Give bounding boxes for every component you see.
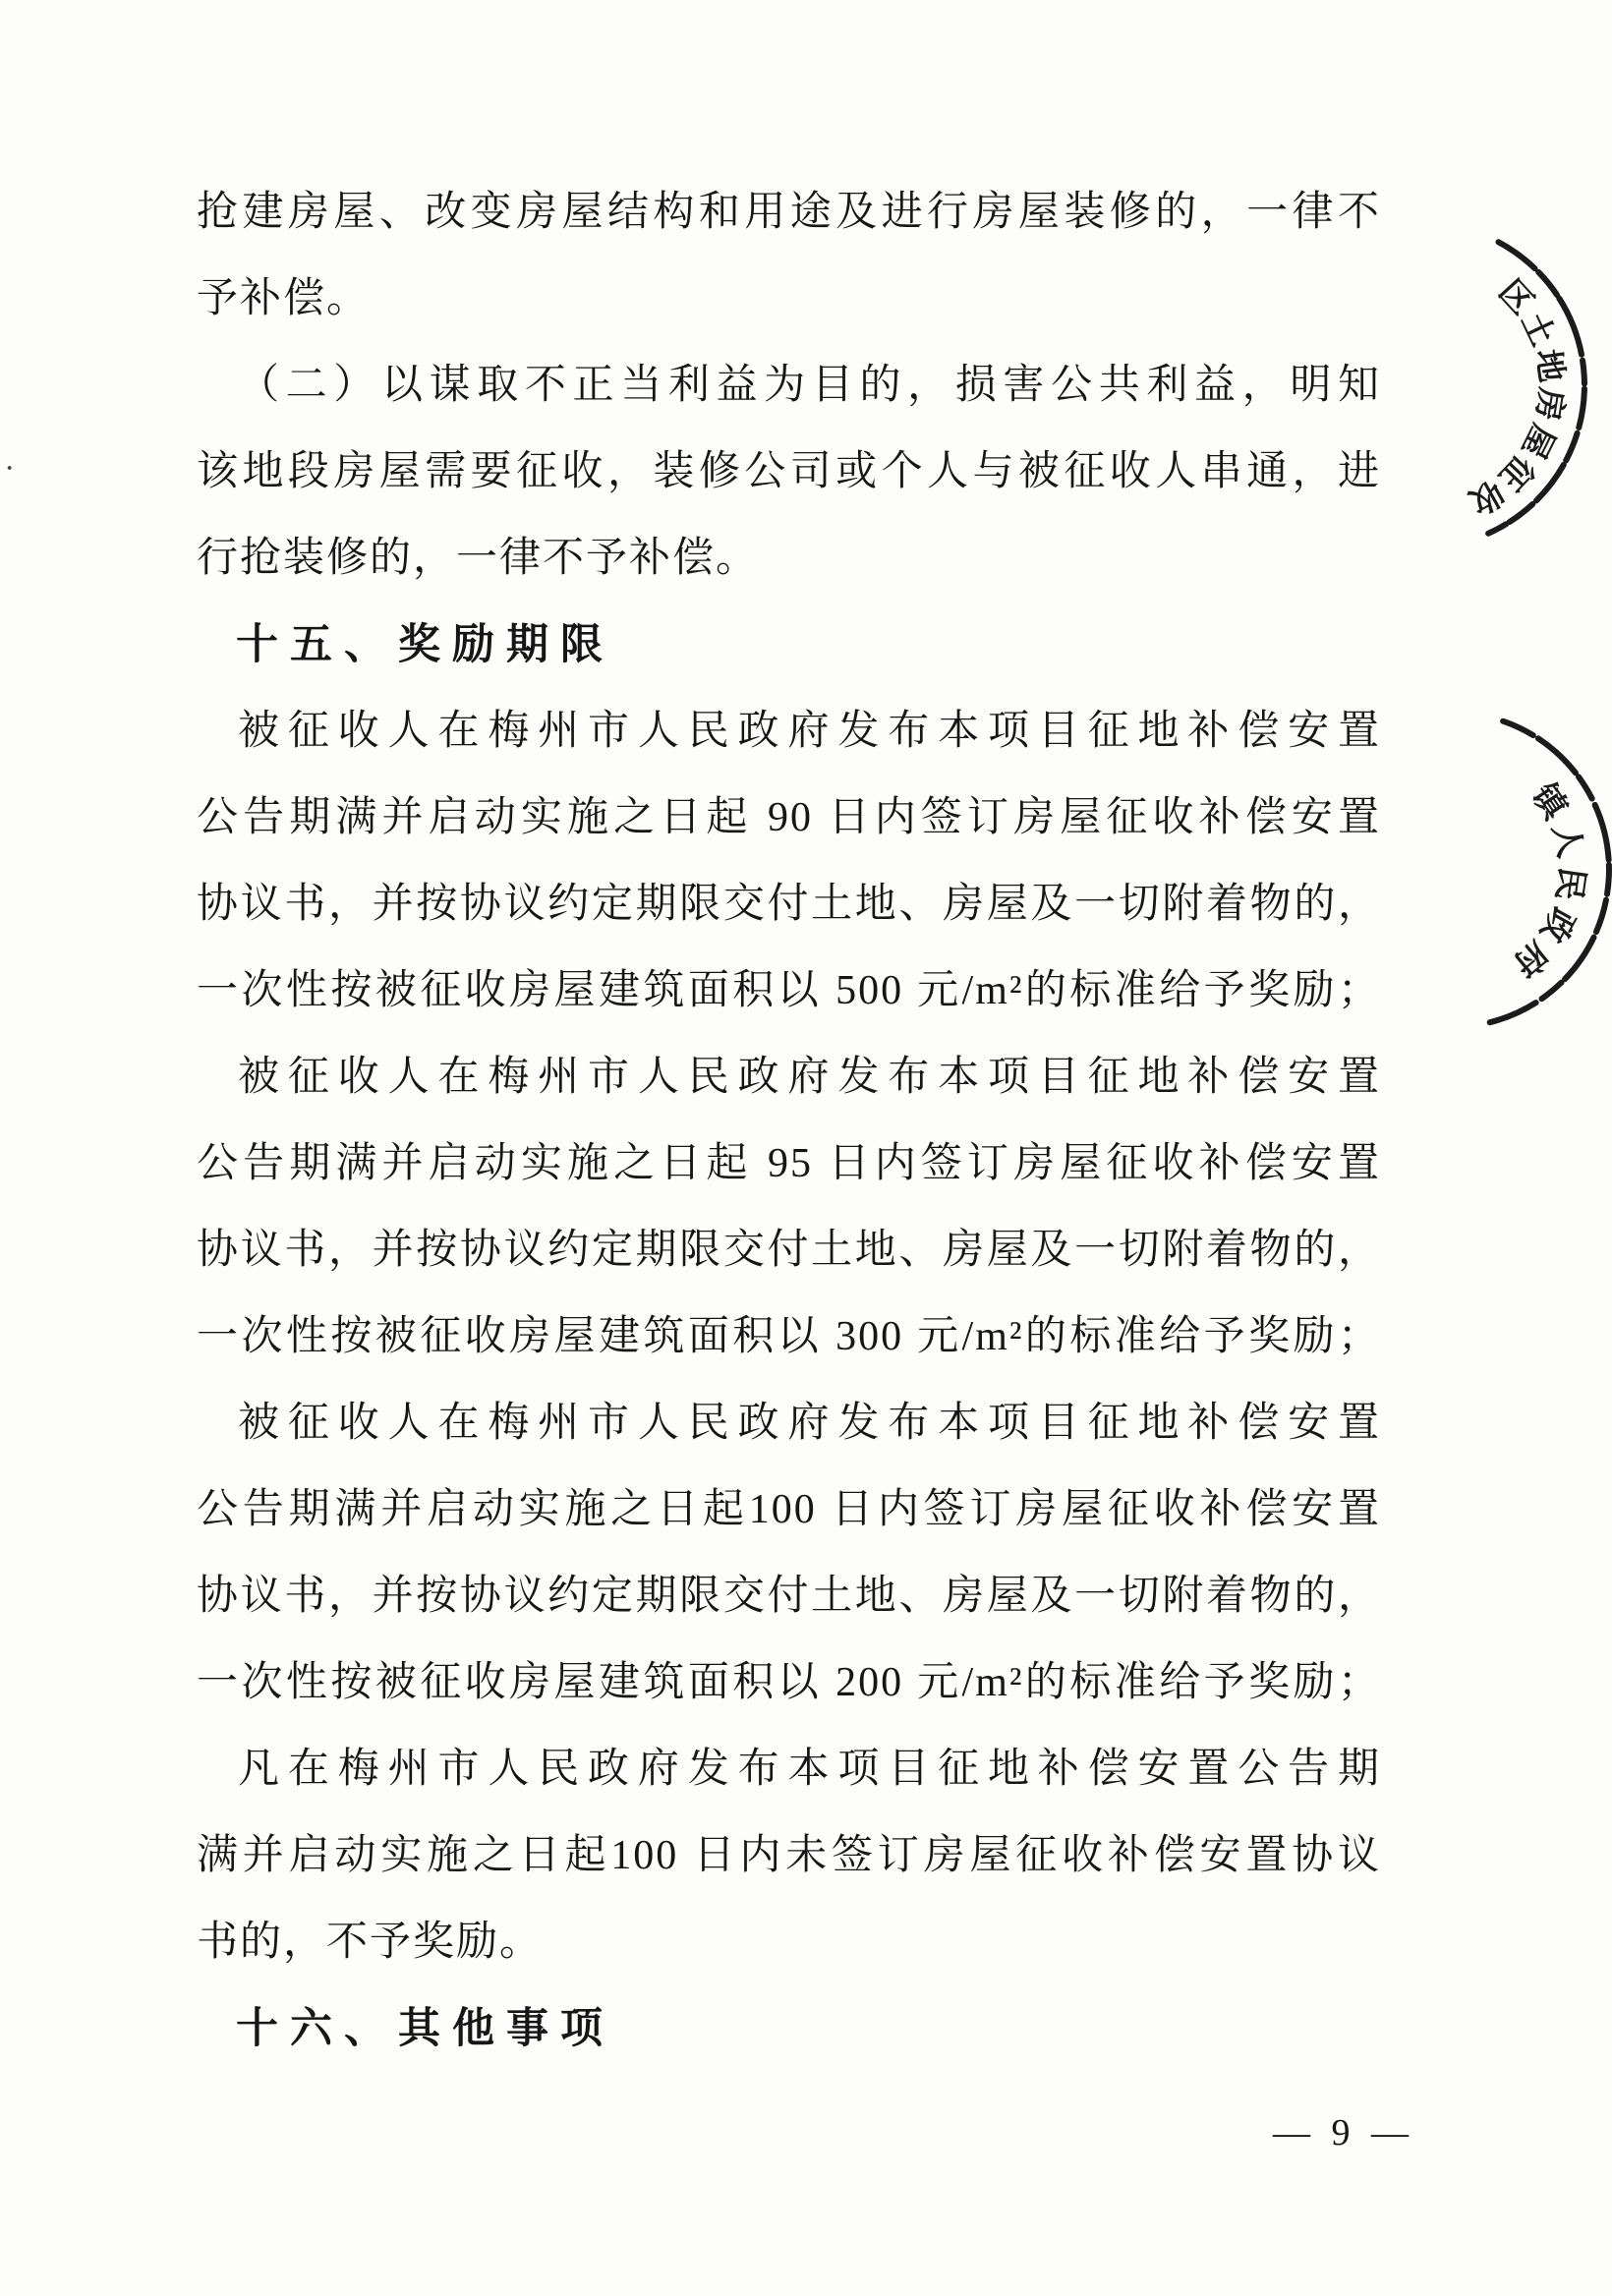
text-line: 行抢装修的，一律不予补偿。 [197,536,760,581]
text-line: 被征收人在梅州市人民政府发布本项目征地补偿安置 [238,1401,1381,1446]
text-line: 协议书，并按协议约定期限交付土地、房屋及一切附着物的， [197,882,1381,927]
text-line: 一次性按被征收房屋建筑面积以 300 元/m²的标准给予奖励； [197,1314,1381,1359]
text-line: 协议书，并按协议约定期限交付土地、房屋及一切附着物的， [197,1228,1381,1273]
page-number: — 9 — [1273,2112,1414,2153]
seal-town-graphic [1406,703,1612,1047]
text-line: 公告期满并启动实施之日起100 日内签订房屋征收补偿安置 [197,1487,1381,1532]
text-line: 抢建房屋、改变房屋结构和用途及进行房屋装修的，一律不 [197,190,1381,235]
text-line: 该地段房屋需要征收，装修公司或个人与被征收人串通，进 [197,449,1381,494]
svg-text:区土地房屋征收 [1462,272,1572,522]
text-line: 一次性按被征收房屋建筑面积以 500 元/m²的标准给予奖励； [197,968,1381,1013]
text-line: 满并启动实施之日起100 日内未签订房屋征收补偿安置协议 [197,1833,1381,1878]
seal-arc-text: 镇人民政府 [1501,776,1591,988]
text-line: （二）以谋取不正当利益为目的，损害公共利益，明知 [238,363,1381,408]
svg-text:镇人民政府 [1501,776,1590,988]
seal-district-graphic [1376,221,1612,555]
seal-district-land-housing [1376,221,1612,555]
seal-border-arc [1490,721,1609,1022]
text-line: 被征收人在梅州市人民政府发布本项目征地补偿安置 [238,709,1381,754]
stray-mark: · [4,450,16,487]
seal-town-government [1406,703,1612,1047]
text-line: 凡在梅州市人民政府发布本项目征地补偿安置公告期 [238,1747,1381,1792]
seal-arc-text: 区土地房屋征收 [1461,272,1572,523]
text-line: 予补偿。 [197,276,371,321]
text-line: 一次性按被征收房屋建筑面积以 200 元/m²的标准给予奖励； [197,1660,1381,1705]
text-line: 公告期满并启动实施之日起 90 日内签订房屋征收补偿安置 [197,795,1381,840]
text-line: 公告期满并启动实施之日起 95 日内签订房屋征收补偿安置 [197,1141,1381,1186]
document-body [197,169,1381,2072]
section-heading-15: 十五、奖励期限 [236,621,614,668]
text-line: 协议书，并按协议约定期限交付土地、房屋及一切附着物的， [197,1574,1381,1619]
text-line: 被征收人在梅州市人民政府发布本项目征地补偿安置 [238,1055,1381,1100]
text-line: 书的，不予奖励。 [197,1920,544,1965]
section-heading-16: 十六、其他事项 [236,2005,614,2052]
